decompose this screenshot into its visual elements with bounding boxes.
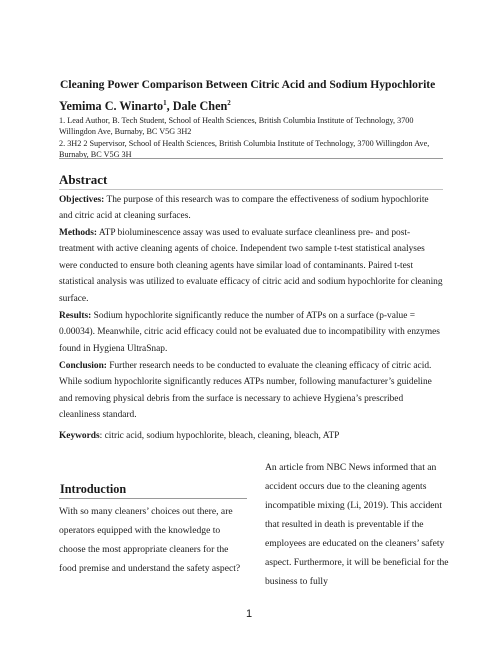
affiliation-2: 2. 3H2 2 Supervisor, School of Health Sciences, British Columbia Institute of Technology, 3700 Willingdon Ave, Burnaby, BC V5G 3H xyxy=(59,139,430,159)
author-line xyxy=(59,99,231,114)
author-separator: , xyxy=(166,99,173,114)
conclusion-paragraph xyxy=(59,358,443,424)
keywords-text: : citric acid, sodium hypochlorite, bleach, cleaning, bleach, ATP xyxy=(99,431,340,441)
affiliation-marker: 2 xyxy=(227,99,231,107)
author-name: Dale Chen xyxy=(172,99,228,114)
author-name: Yemima C. Winarto xyxy=(59,99,164,114)
affiliation-1: 1. Lead Author, B. Tech Student, School of Health Sciences, British Columbia Institute of Technology, 3700 Willingdon Ave, Burnaby, BC V5G 3H2 xyxy=(59,116,414,136)
intro-right-column: An article from NBC News informed that an accident occurs due to the cleaning agents incompatible mixing (Li, 2019). This accident that resulted in death is preventable if the employees are educated on the cleaners’ safety aspect. Furthermore, it will be beneficial for the business to fully xyxy=(265,462,449,587)
methods-text: ATP bioluminescence assay was used to evaluate surface cleanliness pre- and post-treatment with active cleaning agents of choice. Independent two sample t-test statistical analyses were conducted to ensure both cleaning agents have similar load of contaminants. Paired t-test statistical analysis was utilized to evaluate efficacy of citric acid and sodium hypochlorite for cleaning surface. xyxy=(59,228,443,304)
divider xyxy=(59,498,247,499)
results-paragraph xyxy=(59,308,443,357)
page-number: 1 xyxy=(246,608,253,620)
affiliation-marker: 1 xyxy=(163,99,167,107)
objectives-label: Objectives: xyxy=(59,195,105,205)
objectives-text: The purpose of this research was to compare the effectiveness of sodium hypochlorite and citric acid at cleaning surfaces. xyxy=(59,195,429,222)
paper-title: Cleaning Power Comparison Between Citric Acid and Sodium Hypochlorite xyxy=(60,78,436,91)
divider xyxy=(59,189,443,190)
divider xyxy=(59,158,443,159)
keywords-label: Keywords xyxy=(59,431,100,441)
objectives-paragraph xyxy=(59,192,443,225)
keywords-paragraph xyxy=(59,428,443,444)
methods-label: Methods: xyxy=(59,228,98,238)
abstract-heading: Abstract xyxy=(59,172,108,187)
results-text: Sodium hypochlorite significantly reduce the number of ATPs on a surface (p-value = 0.00034). Meanwhile, citric acid efficacy could not be evaluated due to incompatibility with enzymes found in Hygiena UltraSnap. xyxy=(59,311,440,354)
intro-left-column: With so many cleaners’ choices out there, are operators equipped with the knowledge to choose the most appropriate cleaners for the food premise and understand the safety aspect? xyxy=(59,506,241,574)
results-label: Results: xyxy=(59,311,92,321)
conclusion-text: Further research needs to be conducted to evaluate the cleaning efficacy of citric acid. While sodium hypochlorite significantly reduces ATPs number, following manufacturer’s guideline and removing physical debris from the surface is necessary to achieve Hygiena’s prescribed cleanliness standard. xyxy=(59,361,432,421)
methods-paragraph xyxy=(59,225,443,307)
conclusion-label: Conclusion: xyxy=(59,361,107,371)
introduction-heading: Introduction xyxy=(60,482,127,496)
